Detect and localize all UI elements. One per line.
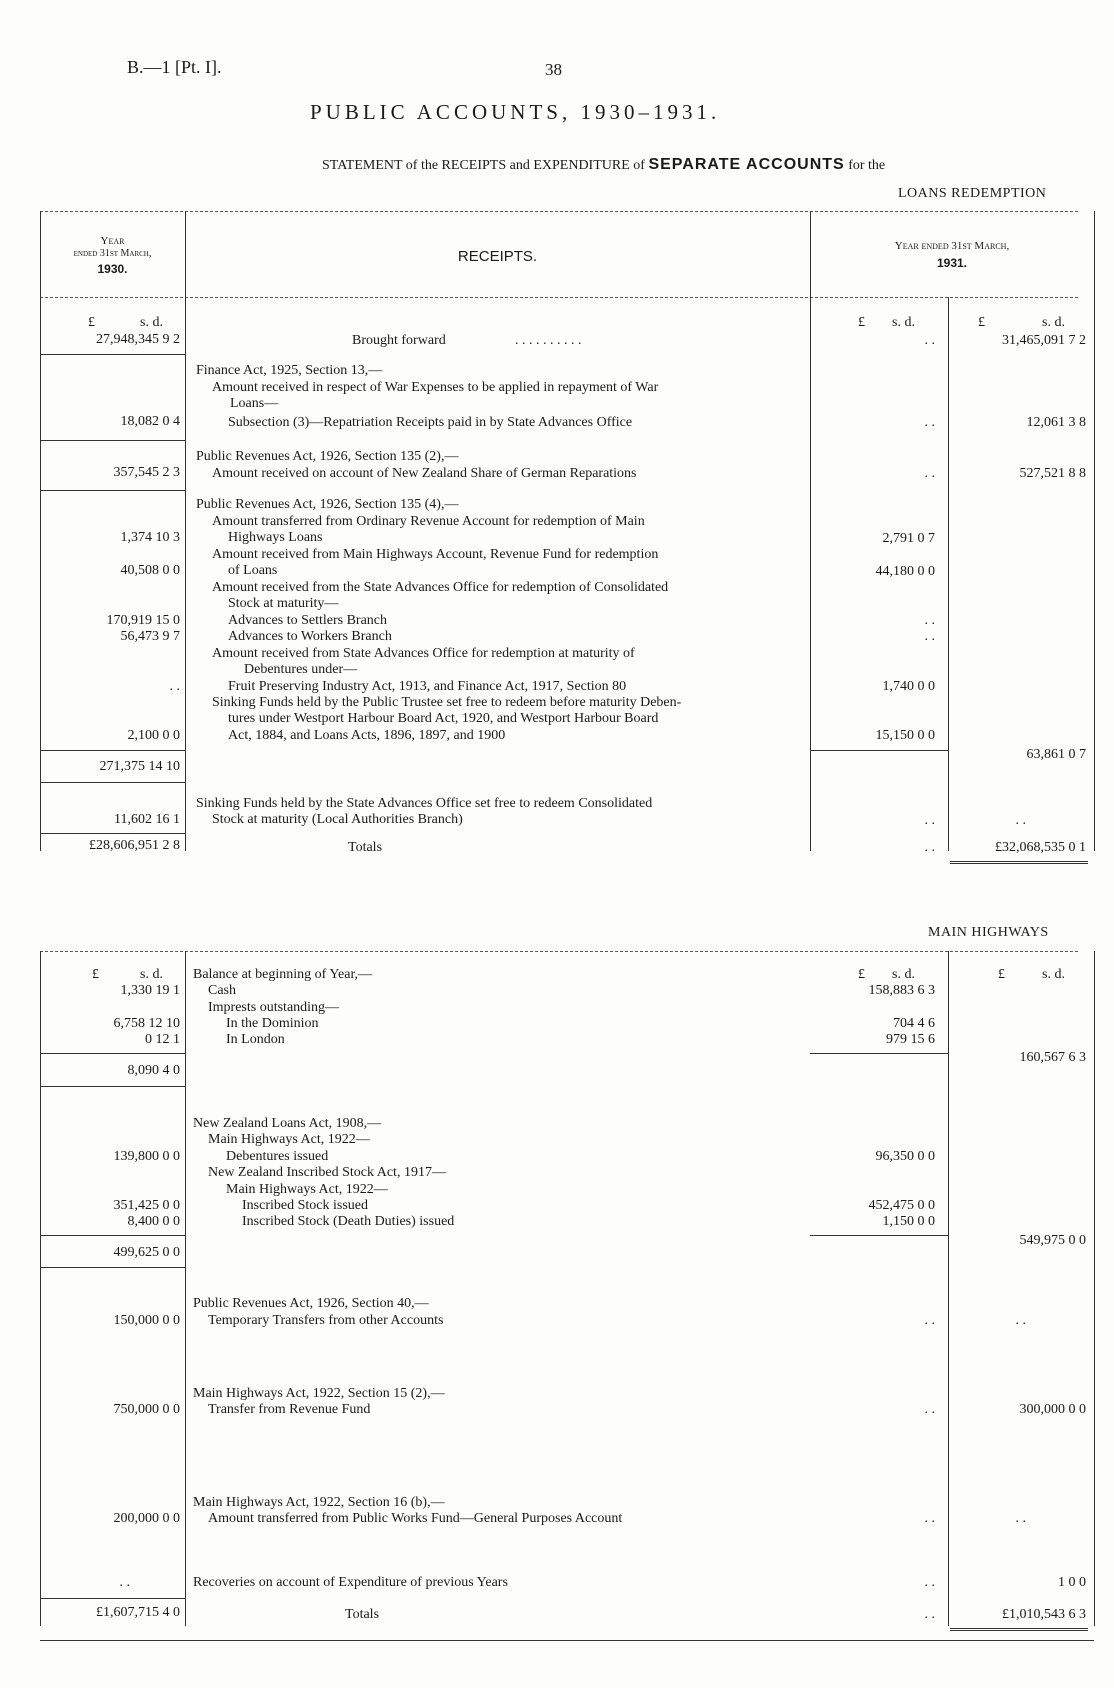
head-rule [40,297,1078,298]
col-head-1930-b: ended 31st March, [73,248,152,259]
hw-rec-total: 1 0 0 [1058,1575,1086,1590]
col-divider-2 [810,211,811,851]
loans-totals-col1: . . [924,840,935,855]
hw-b-head: Balance at beginning of Year,— [193,967,373,982]
cur-pound-2: £ [858,315,865,330]
rule [40,750,185,751]
rule [40,1053,185,1054]
hw-cur-sd-2: s. d. [892,967,915,982]
loans-r5-col1: . . [924,813,935,828]
hw-p-l1: Temporary Transfers from other Accounts [208,1313,444,1328]
hw-l-deb-prev: 139,800 0 0 [113,1149,180,1164]
right-border-2 [1094,951,1095,1626]
loans-r3-prev: 357,545 2 3 [113,465,180,480]
loans-r2-l2: Loans— [230,396,279,411]
hw-w-head: Main Highways Act, 1922, Section 16 (b),— [193,1495,445,1510]
loans-r4-l7: Advances to Settlers Branch [228,613,388,628]
hw-p-col1: . . [924,1313,935,1328]
hw-b-dom-prev: 6,758 12 10 [113,1016,180,1031]
rule [40,782,185,783]
loans-totals-total: £32,068,535 0 1 [995,840,1086,855]
loans-r4-prev1: 1,374 10 3 [120,530,180,545]
rule [40,833,185,834]
col-head-1930-c: 1930. [97,262,128,276]
loans-r4-subtotal-prev: 271,375 14 10 [99,759,180,774]
hw-m-prev: 750,000 0 0 [113,1402,180,1417]
cur-sd-3: s. d. [1042,315,1065,330]
loans-r2-l1: Amount received in respect of War Expenses to be applied in repayment of War [212,380,659,395]
loans-r2-head: Finance Act, 1925, Section 13,— [196,363,383,378]
loans-r2-col1: . . [924,415,935,430]
hw-l-subtotal-prev: 499,625 0 0 [113,1245,180,1260]
hw-cur-pound-1: £ [92,967,99,982]
hw-w-col1: . . [924,1511,935,1526]
hw-rec-col1: . . [924,1575,935,1590]
loans-r4-col1d: . . [924,629,935,644]
hw-p-total: . . [1015,1313,1026,1328]
top-rule-2 [40,951,1078,952]
rule [40,1267,185,1268]
hw-l-l2: Debentures issued [226,1149,329,1164]
hw-b-dom-col1: 704 4 6 [893,1016,935,1031]
loans-r4-prev6: 2,100 0 0 [127,728,180,743]
hw-totals-label: Totals [345,1607,380,1622]
hw-w-l1: Amount transferred from Public Works Fund—General Purposes Account [208,1511,623,1526]
rule [810,1235,948,1236]
hw-l-total: 549,975 0 0 [1019,1233,1086,1248]
hw-b-total: 160,567 6 3 [1019,1050,1086,1065]
hw-m-total: 300,000 0 0 [1019,1402,1086,1417]
loans-totals-prev: £28,606,951 2 8 [89,838,180,853]
hw-cur-pound-3: £ [998,967,1005,982]
loans-r4-col1e: 1,740 0 0 [882,679,935,694]
top-rule [40,211,1078,212]
rule [40,1598,185,1599]
hw-m-col1: . . [924,1402,935,1417]
totals-double-rule [950,861,1088,864]
hw-l-l3: New Zealand Inscribed Stock Act, 1917— [208,1165,446,1180]
loans-r3-total: 527,521 8 8 [1019,466,1086,481]
hw-b-lon-col1: 979 15 6 [886,1032,935,1047]
col-divider-2-3 [948,951,949,1626]
col-divider-1 [185,211,186,851]
hw-b-cash-prev: 1,330 19 1 [120,983,180,998]
loans-r5-l2: Stock at maturity (Local Authorities Branch) [212,812,463,827]
loans-r4-l10: Debentures under— [244,662,358,677]
page-ref: B.—1 [Pt. I]. [127,57,222,77]
loans-r4-l5: Amount received from the State Advances Office for redemption of Consolidated [212,580,669,595]
totals-double-rule-2 [950,1628,1088,1631]
loans-r4-l11: Fruit Preserving Industry Act, 1913, and Finance Act, 1917, Section 80 [228,679,627,694]
rule [810,750,948,751]
loans-r1-total: 31,465,091 7 2 [1002,333,1086,348]
loans-r5-l1: Sinking Funds held by the State Advances Office set free to redeem Consolidated [196,796,653,811]
loans-r4-l3: Amount received from Main Highways Account, Revenue Fund for redemption [212,547,659,562]
col-head-receipts: RECEIPTS. [457,248,538,265]
loans-r4-prev3: 170,919 15 0 [106,613,180,628]
hw-b-imp: Imprests outstanding— [208,1000,340,1015]
hw-l-dd-col1: 1,150 0 0 [882,1214,935,1229]
hw-l-l1: Main Highways Act, 1922— [208,1132,370,1147]
loans-r4-l13: tures under Westport Harbour Board Act, 1920, and Westport Harbour Board [228,711,659,726]
loans-r4-l12: Sinking Funds held by the Public Trustee set free to redeem before maturity Deben- [212,695,682,710]
cur-sd-1: s. d. [140,315,163,330]
col-divider-2-1 [185,951,186,1626]
hw-l-head: New Zealand Loans Act, 1908,— [193,1116,382,1131]
hw-l-l5: Inscribed Stock issued [242,1198,368,1213]
hw-b-subtotal-prev: 8,090 4 0 [127,1063,180,1078]
loans-r2-l3: Subsection (3)—Repatriation Receipts paid in by State Advances Office [228,415,633,430]
subtitle-post: for the [848,158,886,173]
cur-pound-1: £ [88,315,95,330]
page-title: PUBLIC ACCOUNTS, 1930–1931. [310,100,721,124]
col-head-1931-b: 1931. [936,256,968,270]
hw-b-lon: In London [226,1032,285,1047]
loans-r1-label: Brought forward [352,333,446,348]
loans-r4-l4: of Loans [228,563,278,578]
loans-r1-prev: 27,948,345 9 2 [96,332,180,347]
section-title-loans: LOANS REDEMPTION [898,186,1047,201]
rule [810,1053,948,1054]
hw-w-total: . . [1015,1511,1026,1526]
loans-r4-col1f: 15,150 0 0 [875,728,935,743]
bottom-rule [40,1640,1094,1641]
rule [40,440,185,441]
subtitle-bold: SEPARATE ACCOUNTS [648,156,845,173]
hw-cur-sd-3: s. d. [1042,967,1065,982]
hw-m-l1: Transfer from Revenue Fund [208,1402,371,1417]
hw-rec-prev: . . [119,1575,130,1590]
loans-r4-total: 63,861 0 7 [1026,747,1086,762]
hw-w-prev: 200,000 0 0 [113,1511,180,1526]
loans-r4-col1b: 44,180 0 0 [875,564,935,579]
loans-r3-col1: . . [924,466,935,481]
statement-subtitle [322,156,885,174]
hw-l-stock-prev: 351,425 0 0 [113,1198,180,1213]
loans-r1-dots: . . . . . . . . . . [515,333,582,348]
hw-l-dd-prev: 8,400 0 0 [127,1214,180,1229]
loans-r3-l1: Amount received on account of New Zealand Share of German Reparations [212,466,637,481]
loans-r4-prev5: . . [169,679,180,694]
hw-l-l6: Inscribed Stock (Death Duties) issued [242,1214,455,1229]
hw-b-lon-prev: 0 12 1 [145,1032,180,1047]
loans-r2-total: 12,061 3 8 [1026,415,1086,430]
loans-r4-col1c: . . [924,613,935,628]
hw-l-l4: Main Highways Act, 1922— [226,1182,388,1197]
loans-r4-l9: Amount received from State Advances Office for redemption at maturity of [212,646,635,661]
hw-cur-sd-1: s. d. [140,967,163,982]
hw-m-head: Main Highways Act, 1922, Section 15 (2),— [193,1386,445,1401]
page-number: 38 [545,60,562,79]
hw-totals-col1: . . [924,1607,935,1622]
loans-r4-prev4: 56,473 9 7 [120,629,180,644]
hw-totals-prev: £1,607,715 4 0 [96,1605,180,1620]
rule [40,354,185,355]
loans-r4-col1a: 2,791 0 7 [882,531,935,546]
section-title-highways: MAIN HIGHWAYS [928,925,1049,940]
loans-r3-head: Public Revenues Act, 1926, Section 135 (2),— [196,449,459,464]
hw-b-cash: Cash [208,983,236,998]
col-head-1930-a: Year [100,235,125,247]
hw-p-head: Public Revenues Act, 1926, Section 40,— [193,1296,429,1311]
hw-totals-total: £1,010,543 6 3 [1002,1607,1086,1622]
loans-totals-label: Totals [348,840,383,855]
col-head-1931-a: Year ended 31st March, [894,240,1010,252]
loans-r4-l8: Advances to Workers Branch [228,629,392,644]
loans-r4-prev2: 40,508 0 0 [120,563,180,578]
cur-pound-3: £ [978,315,985,330]
hw-rec-label: Recoveries on account of Expenditure of previous Years [193,1575,508,1590]
right-border [1094,211,1095,851]
loans-r4-l1: Amount transferred from Ordinary Revenue Account for redemption of Main [212,514,645,529]
loans-r4-head: Public Revenues Act, 1926, Section 135 (4),— [196,497,459,512]
loans-r4-l6: Stock at maturity— [228,596,339,611]
subtitle-pre: STATEMENT of the RECEIPTS and EXPENDITURE of [322,158,645,173]
hw-l-stock-col1: 452,475 0 0 [868,1198,935,1213]
loans-r1-col1: . . [924,333,935,348]
hw-b-cash-col1: 158,883 6 3 [868,983,935,998]
rule [40,490,185,491]
loans-r2-prev: 18,082 0 4 [120,414,180,429]
loans-r5-prev: 11,602 16 1 [114,812,180,827]
loans-r4-l14: Act, 1884, and Loans Acts, 1896, 1897, and 1900 [228,728,506,743]
hw-b-dom: In the Dominion [226,1016,319,1031]
cur-sd-2: s. d. [892,315,915,330]
hw-p-prev: 150,000 0 0 [113,1313,180,1328]
rule [40,1235,185,1236]
hw-cur-pound-2: £ [858,967,865,982]
rule [40,1086,185,1087]
col-divider-3 [948,297,949,851]
hw-l-deb-col1: 96,350 0 0 [875,1149,935,1164]
loans-r4-l2: Highways Loans [228,530,323,545]
loans-r5-total: . . [1015,813,1026,828]
